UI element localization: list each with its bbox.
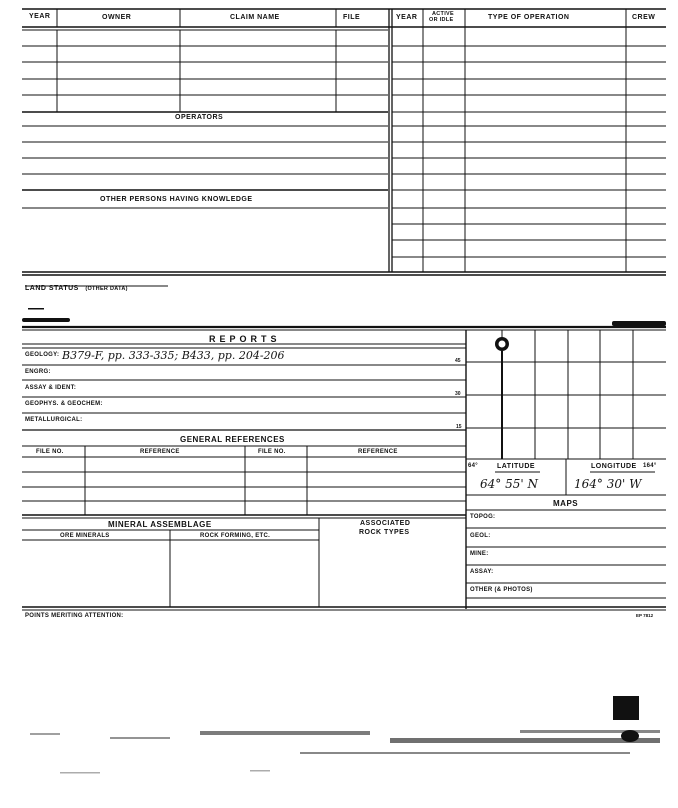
col-type-operation-header: TYPE OF OPERATION: [488, 14, 570, 21]
longitude-label: LONGITUDE: [591, 463, 637, 470]
geology-label: GEOLOGY:: [25, 352, 60, 358]
mineral-assemblage-title: MINERAL ASSEMBLAGE: [108, 520, 212, 529]
associated-rock-types-line1: ASSOCIATED: [360, 520, 411, 527]
col-file-no2-header: FILE NO.: [258, 449, 286, 455]
latitude-label: LATITUDE: [497, 463, 536, 470]
col-idle-header: OR IDLE: [429, 17, 454, 23]
associated-rock-types-line2: ROCK TYPES: [359, 529, 410, 536]
maps-geol-label: GEOL:: [470, 533, 491, 539]
operators-heading: OPERATORS: [175, 114, 224, 121]
col-year2-header: YEAR: [396, 14, 418, 21]
geophys-label: GEOPHYS. & GEOCHEM:: [25, 401, 103, 407]
assay-label: ASSAY & IDENT:: [25, 385, 77, 391]
col-reference-header: REFERENCE: [140, 449, 180, 455]
col-active-header: ACTIVE: [432, 11, 454, 17]
col-claim-name-header: CLAIM NAME: [230, 14, 280, 21]
reports-title: REPORTS: [209, 334, 281, 344]
land-status-heading: [25, 277, 128, 295]
maps-other-label: OTHER (& PHOTOS): [470, 587, 533, 593]
metallurgical-number: 15: [456, 424, 462, 430]
metallurgical-label: METALLURGICAL:: [25, 417, 83, 423]
assay-number: 30: [455, 391, 461, 397]
maps-assay-label: ASSAY:: [470, 569, 494, 575]
maps-topog-label: TOPOG:: [470, 514, 496, 520]
rock-forming-header: ROCK FORMING, ETC.: [200, 533, 271, 539]
other-persons-heading: OTHER PERSONS HAVING KNOWLEDGE: [100, 196, 253, 203]
col-file-no-header: FILE NO.: [36, 449, 64, 455]
ore-minerals-header: ORE MINERALS: [60, 533, 110, 539]
col-file-header: FILE: [343, 14, 361, 21]
latitude-value: 64° 55' N: [480, 477, 538, 491]
col-reference2-header: REFERENCE: [358, 449, 398, 455]
scan-artifacts: [22, 308, 666, 774]
points-meriting-attention-label: POINTS MERITING ATTENTION:: [25, 613, 124, 619]
maps-title: MAPS: [553, 499, 579, 508]
general-references-title: GENERAL REFERENCES: [180, 435, 285, 444]
land-status-label: LAND STATUS: [25, 285, 79, 292]
geology-value: B379-F, pp. 333-335; B433, pp. 204-206: [62, 349, 285, 362]
col-crew-header: CREW: [632, 14, 656, 21]
lat-degree-prefix: 64°: [468, 463, 478, 469]
long-degree-suffix: 164°: [643, 463, 657, 469]
engrg-label: ENGRG:: [25, 369, 51, 375]
land-status-note: (OTHER DATA): [85, 286, 128, 292]
maps-mine-label: MINE:: [470, 551, 489, 557]
location-pin-icon: [495, 337, 509, 459]
col-owner-header: OWNER: [102, 14, 132, 21]
geology-number: 45: [455, 358, 461, 364]
form-number: EP 7812: [636, 613, 654, 618]
longitude-value: 164° 30' W: [574, 477, 642, 491]
col-year-header: YEAR: [29, 13, 51, 20]
